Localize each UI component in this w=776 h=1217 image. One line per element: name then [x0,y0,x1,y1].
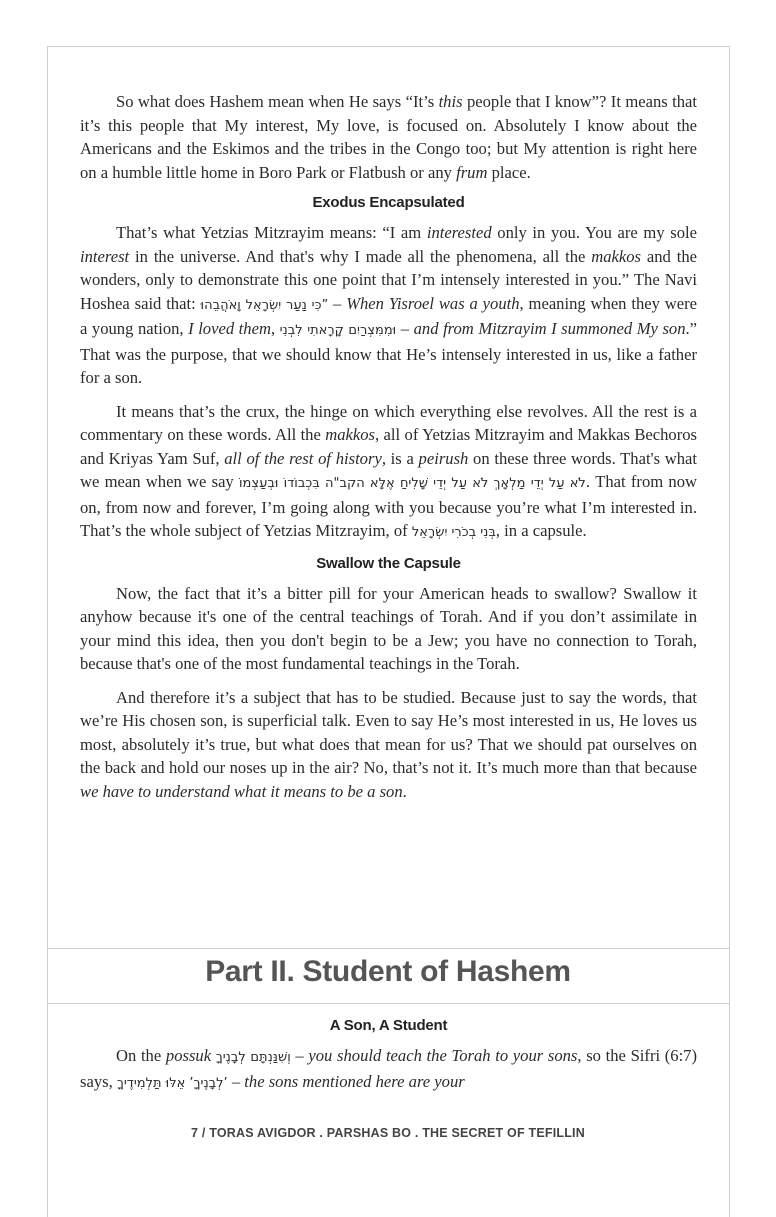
text-run: On the [116,1046,166,1065]
text-run: That’s what Yetzias Mitzrayim means: “I am [116,223,427,242]
part-text-column [80,1015,697,1100]
hebrew-quote: בְּנִי בְכֹרִי יִשְׂרָאֵל [411,525,496,540]
italic-text: peirush [418,448,469,468]
italic-text: we have to understand what it means to be a son [80,781,403,801]
paragraph [80,1044,697,1095]
hebrew-quote: וְשִׁנַּנְתָּם לְבָנֶיךָ [215,1050,291,1065]
italic-text: interested [426,223,492,242]
italic-text: possuk [165,1046,212,1065]
text-run: , all of Yetzias Mitzrayim and Makkas Bechoros and Kriyas Yam Suf, [80,425,697,468]
text-run: So what does Hashem mean when He says “It’s [116,92,439,111]
text-run: on these three words. That's what we mean when we say [80,448,697,491]
italic-text: you should teach the Torah to your sons [308,1046,578,1065]
italic-text: I loved them [188,319,271,338]
page-footer: 7 / TORAS AVIGDOR . PARSHAS BO . THE SECRET OF TEFILLIN [191,1126,585,1140]
paragraph [80,400,697,545]
hebrew-quote: לֹא עַל יְדֵי מַלְאָךְ לֹא עַל יְדֵי שָׁלִיחַ אֶלָּא הקב"ה בִּכְבוֹדוֹ וּבְעַצְמוֹ [239,476,586,491]
text-run: – [396,319,414,338]
text-run: – [290,1046,309,1065]
section-heading: Swallow the Capsule [316,554,461,572]
text-run: , is a [381,448,419,468]
italic-text: interest [80,246,130,266]
paragraph [80,582,697,676]
italic-text: frum [456,162,488,182]
text-run: only in you. You are my sole [491,223,697,242]
paragraph [80,686,697,804]
italic-text: When Yisroel was a youth [346,293,520,313]
text-run: Now, the fact that it’s a bitter pill for your American heads to swallow? Swallow it anyhow because it's one of the central teachings of Torah. And if you don’t assimilate in your mind this idea, then you don't begin to be a Jew; you have no connection to Torah, because that's one of the most fundamental teachings in the Torah. [80,583,697,673]
paragraph [80,221,697,390]
part-title: Part II. Student of Hashem [205,955,571,988]
hebrew-quote: ”כִּי נַעַר יִשְׂרָאֵל וָאֹהֲבֵהוּ [200,297,329,313]
text-run: And therefore it’s a subject that has to be studied. Because just to say the words, that we’re His chosen son, is superficial talk. Even to say He’s most interested in us, He loves us most, absolutely it’s true, but what does that mean for us? That we should pat ourselves on the back and hold our noses up in the air? No, that’s not it. It’s much more than that because [80,687,697,777]
text-run: and the wonders, only to demonstrate this one point that I’m intensely interested in you.” The Navi Hoshea said that: [80,246,697,313]
main-text-column [80,90,697,813]
text-run: , [270,319,280,338]
section-heading: Exodus Encapsulated [312,194,465,211]
text-run: .” That was the purpose, that we should know that He’s intensely interested in us, like a father for a son. [80,319,698,387]
italic-text: makkos [591,246,642,266]
text-run: people that I know”? It means that it’s this people that My interest, My love, is focused on. Absolutely I know about the Americans and the Eskimos and the tribes in the Congo too; but My attention is right here on a humble little home in Boro Park or Flatbush or any [80,92,698,182]
paragraph [80,90,697,184]
text-run: It means that’s the crux, the hinge on which everything else revolves. All the rest is a commentary on these words. All the [80,401,697,444]
text-run: , meaning when they were a young nation, [80,293,697,338]
text-run: place. [487,162,531,182]
text-run: – [328,293,347,313]
text-run: . That from now on, from now and forever, I’m going along with you because you’re what I’m interested in. That’s the whole subject of Yetzias Mitzrayim, of [80,472,697,540]
text-run: in the universe. And that's why I made all the phenomena, all the [129,246,592,266]
section-divider [47,1003,729,1004]
italic-text: makkos [325,425,376,444]
italic-text: the sons mentioned here are your [244,1071,465,1091]
section-heading: A Son, A Student [329,1017,448,1034]
hebrew-quote: וּמִמִּצְרַיִם קָרָאתִי לִבְנִי [279,323,397,338]
text-run: . [402,781,407,801]
hebrew-quote: ’לְבָנֶיךָ’ אֵלּוּ תַּלְמִידֶיךָ [116,1075,228,1091]
text-run: , in a capsule. [495,521,587,540]
text-run: – [227,1071,245,1091]
italic-text: all of the rest of history [224,448,382,468]
text-run: , so the Sifri (6:7) says, [80,1046,697,1091]
italic-text: this [438,92,463,111]
section-divider [47,948,729,949]
italic-text: and from Mitzrayim I summoned My son [413,319,686,338]
